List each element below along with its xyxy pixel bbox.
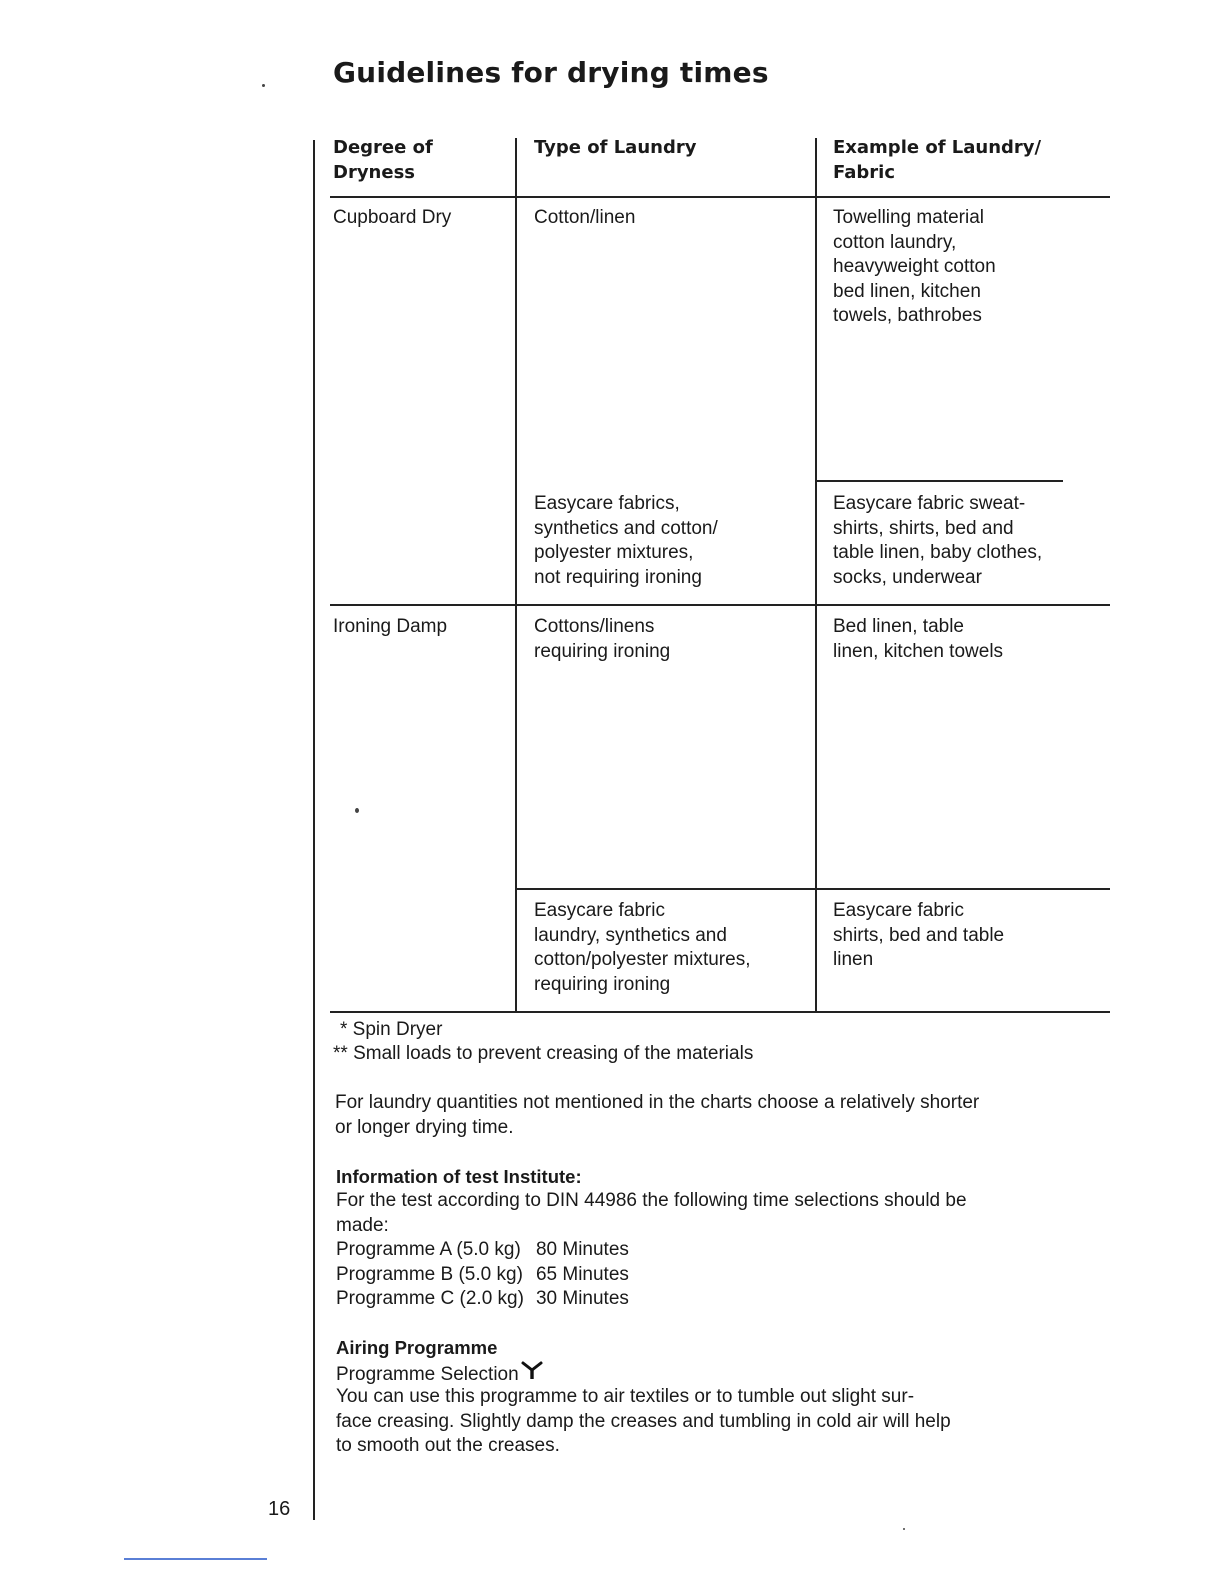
test-institute-heading: Information of test Institute: <box>336 1166 582 1187</box>
programme-name: Programme A (5.0 kg) <box>336 1239 521 1260</box>
example-easycare-requiring-ironing: Easycare fabric shirts, bed and table linen <box>833 900 1005 970</box>
programme-times-table <box>336 1238 629 1312</box>
header-type-of-laundry: Type of Laundry <box>534 137 697 158</box>
row-divider-cupboard-inner <box>815 480 1063 482</box>
airing-programme-selection <box>336 1360 543 1388</box>
programme-row <box>336 1263 629 1288</box>
header-example-of-laundry: Example of Laundry/ Fabric <box>833 137 1042 183</box>
degree-cupboard-dry: Cupboard Dry <box>333 207 452 228</box>
airing-selection-label: Programme Selection <box>336 1364 519 1385</box>
example-cotton-linen: Towelling material cotton laundry, heavyweight cotton bed linen, kitchen towels, bathrobes <box>833 207 996 326</box>
page-margin-rule <box>313 140 315 1520</box>
column-divider-1 <box>515 138 517 1013</box>
programme-time: 80 Minutes <box>535 1239 629 1260</box>
scan-speck <box>262 84 265 87</box>
header-rule <box>330 196 1110 198</box>
quantities-note: For laundry quantities not mentioned in the charts choose a relatively shorter or longer drying time. <box>335 1092 980 1138</box>
airing-programme-text: You can use this programme to air textiles or to tumble out slight sur- face creasing. Slightly damp the creases and tumbling in cold air will help to smooth out the creases. <box>336 1386 951 1456</box>
airing-programme-heading: Airing Programme <box>336 1337 498 1358</box>
type-easycare-requiring-ironing: Easycare fabric laundry, synthetics and cotton/polyester mixtures, requiring ironing <box>534 900 751 995</box>
programme-row <box>336 1287 629 1312</box>
programme-time: 65 Minutes <box>535 1263 629 1285</box>
page-title: Guidelines for drying times <box>333 56 769 89</box>
example-cottons-requiring-ironing: Bed linen, table linen, kitchen towels <box>833 616 1004 662</box>
page-number: 16 <box>268 1498 291 1520</box>
bottom-rule <box>124 1558 267 1560</box>
footnote-spin-dryer: * Spin Dryer <box>340 1019 443 1040</box>
example-easycare-no-ironing: Easycare fabric sweat- shirts, shirts, bed and table linen, baby clothes, socks, underwear <box>833 493 1043 588</box>
programme-name: Programme B (5.0 kg) <box>336 1263 523 1285</box>
column-divider-2 <box>815 138 817 1013</box>
row-divider-main <box>330 604 1110 606</box>
scan-speck <box>903 1528 905 1530</box>
programme-row <box>336 1238 629 1263</box>
programme-time: 30 Minutes <box>535 1288 629 1309</box>
programme-name: Programme C (2.0 kg) <box>336 1288 524 1309</box>
type-cottons-requiring-ironing: Cottons/linens requiring ironing <box>534 616 671 662</box>
row-divider-ironing-inner <box>517 888 1110 890</box>
type-cotton-linen: Cotton/linen <box>534 207 636 228</box>
scan-speck <box>355 808 359 813</box>
test-institute-text: For the test according to DIN 44986 the following time selections should be made: <box>336 1190 967 1236</box>
footnote-small-loads: ** Small loads to prevent creasing of the materials <box>333 1043 754 1064</box>
header-degree-of-dryness: Degree of Dryness <box>333 137 433 183</box>
type-easycare-no-ironing: Easycare fabrics, synthetics and cotton/ polyester mixtures, not requiring ironing <box>534 493 718 588</box>
degree-ironing-damp: Ironing Damp <box>333 616 448 637</box>
airing-programme-icon <box>521 1360 543 1388</box>
table-bottom-rule <box>330 1011 1110 1013</box>
